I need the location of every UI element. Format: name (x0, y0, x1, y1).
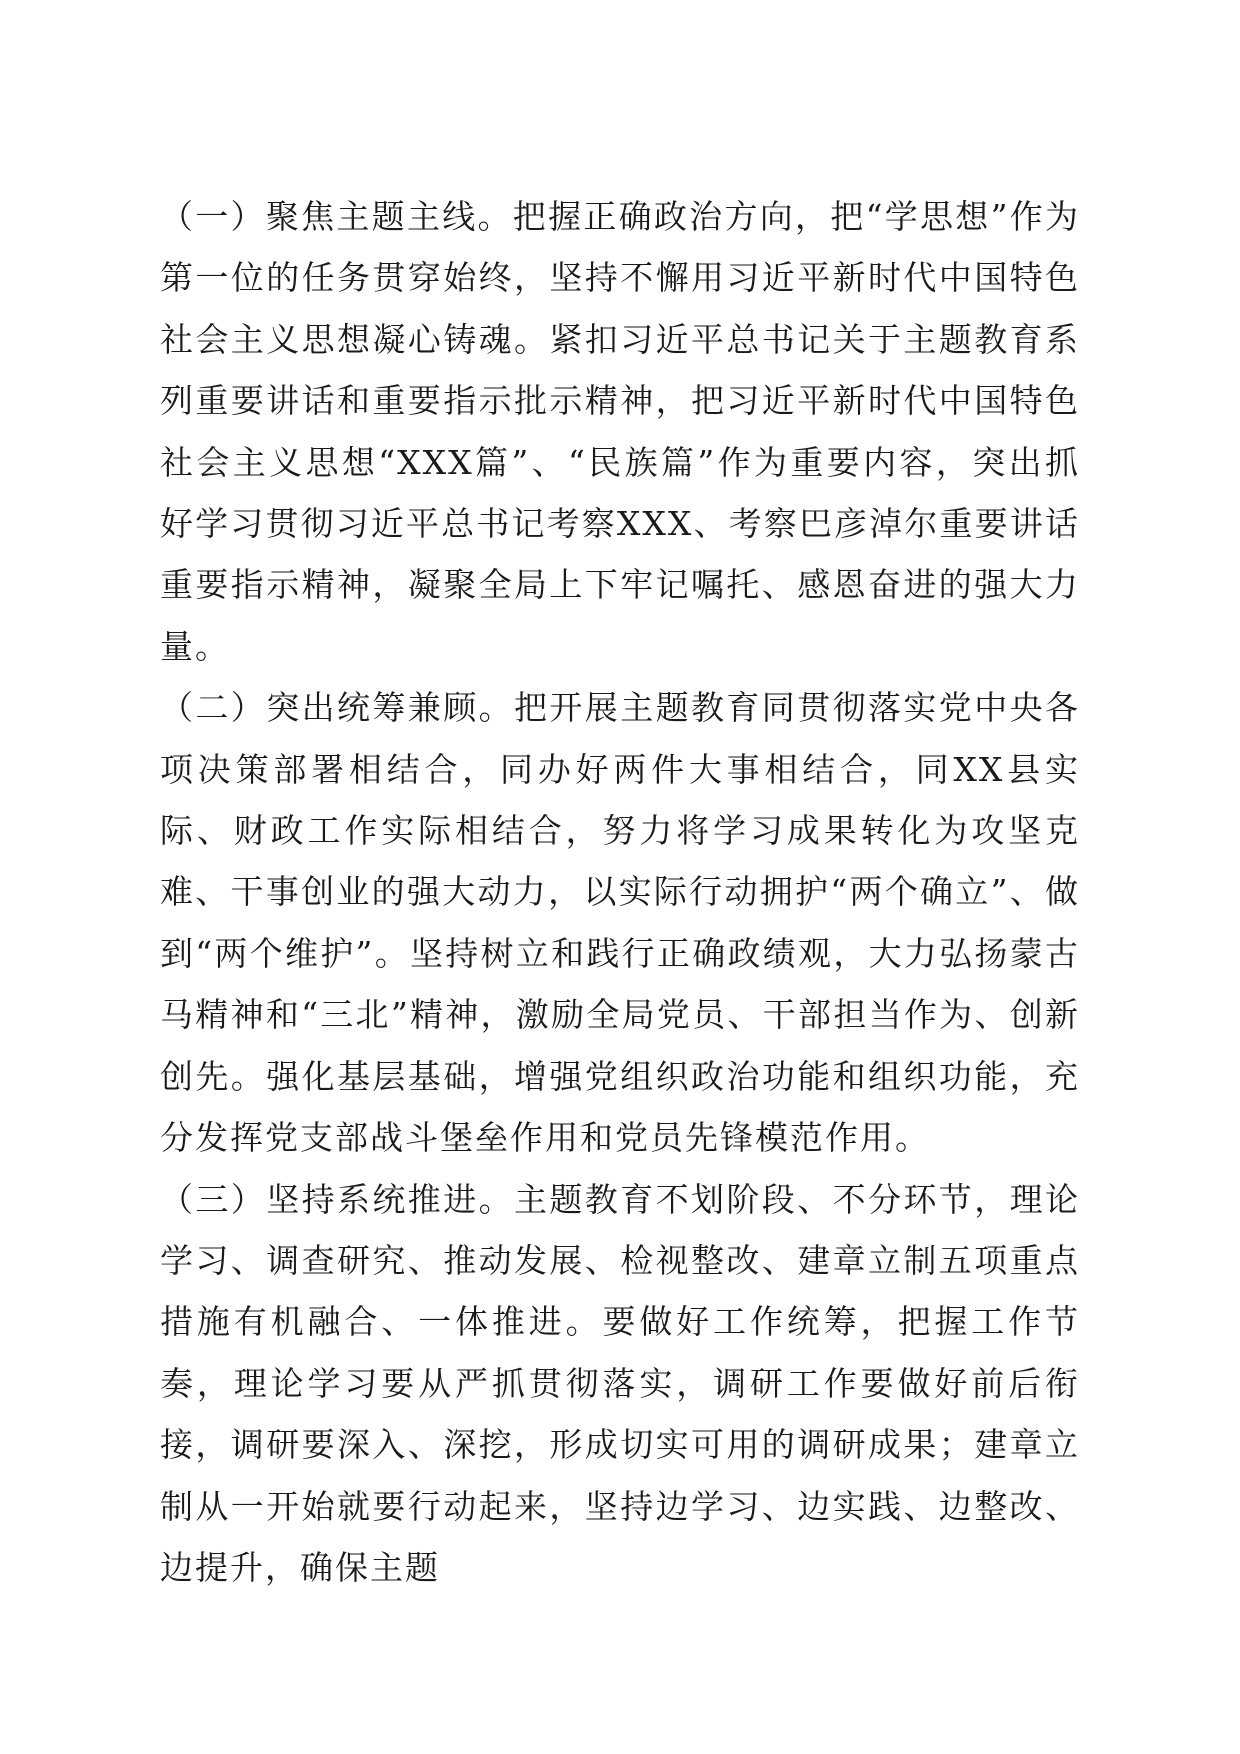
paragraph-overall-planning: （二）突出统筹兼顾。把开展主题教育同贯彻落实党中央各项决策部署相结合，同办好两件大事相结合，同XX县实际、财政工作实际相结合，努力将学习成果转化为攻坚克难、干事创业的强大动力，以实际行动拥护“两个确立”、做到“两个维护”。坚持树立和践行正确政绩观，大力弘扬蒙古马精神和“三北”精神，激励全局党员、干部担当作为、创新创先。强化基层基础，增强党组织政治功能和组织功能，充分发挥党支部战斗堡垒作用和党员先锋模范作用。 (160, 688, 1080, 1158)
paragraph-systematic-advance: （三）坚持系统推进。主题教育不划阶段、不分环节，理论学习、调查研究、推动发展、检视整改、建章立制五项重点措施有机融合、一体推进。要做好工作统筹，把握工作节奏，理论学习要从严抓贯彻落实，调研工作要做好前后衔接，调研要深入、深挖，形成切实可用的调研成果；建章立制从一开始就要行动起来，坚持边学习、边实践、边整改、边提升，确保主题 (160, 1179, 1080, 1587)
document-body (160, 186, 1080, 1598)
paragraph-focus-theme: （一）聚焦主题主线。把握正确政治方向，把“学思想”作为第一位的任务贯穿始终，坚持不懈用习近平新时代中国特色社会主义思想凝心铸魂。紧扣习近平总书记关于主题教育系列重要讲话和重要指示批示精神，把习近平新时代中国特色社会主义思想“XXX篇”、“民族篇”作为重要内容，突出抓好学习贯彻习近平总书记考察XXX、考察巴彦淖尔重要讲话重要指示精神，凝聚全局上下牢记嘱托、感恩奋进的强大力量。 (160, 197, 1080, 666)
